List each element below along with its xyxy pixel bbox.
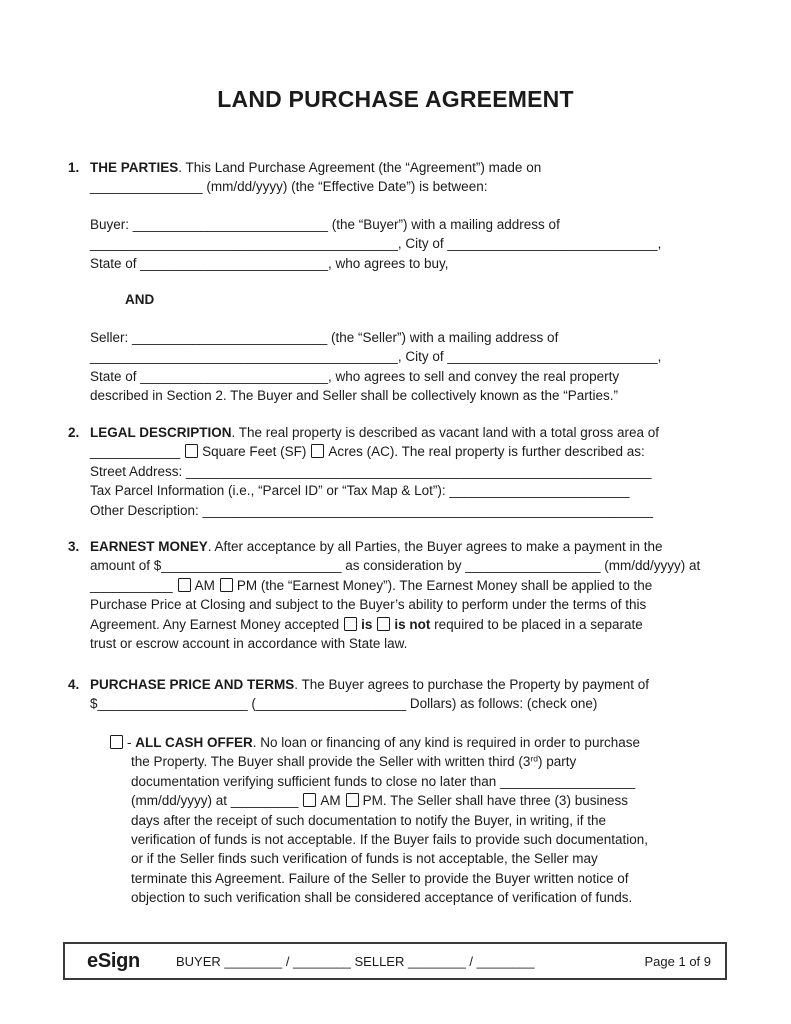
bold-text: PURCHASE PRICE AND TERMS (90, 677, 295, 692)
section-number: 1. (68, 160, 80, 175)
text: Acres (AC). The real property is further described as: (328, 444, 645, 460)
text: Agreement. Any Earnest Money accepted (90, 616, 340, 632)
text: documentation verifying sufficient funds to close no later than __________________ (131, 773, 636, 789)
square-feet-checkbox[interactable] (185, 444, 198, 458)
text: terminate this Agreement. Failure of the Seller to provide the Buyer written notice of (131, 870, 629, 886)
section-purchase-price (68, 675, 649, 714)
seller-text (90, 328, 661, 406)
text: objection to such verification shall be considered acceptance of verification of funds. (131, 890, 633, 906)
page-footer (63, 942, 727, 980)
superscript-text: rd (530, 753, 538, 764)
text-line (90, 254, 661, 273)
text-line (90, 442, 659, 461)
text: Buyer: __________________________ (the “Buyer”) with a mailing address of (90, 217, 560, 232)
text-line (90, 423, 659, 442)
text-line (90, 634, 700, 653)
text: _________________________________________, City of ____________________________, (90, 236, 662, 252)
buyer-text (90, 215, 661, 273)
text: Square Feet (SF) (202, 444, 307, 460)
earnest-am-checkbox[interactable] (178, 578, 191, 592)
text: Purchase Price at Closing and subject to the Buyer’s ability to perform under the terms of this (90, 597, 647, 613)
bold-text: ALL CASH OFFER (135, 735, 253, 750)
text-line (90, 367, 661, 386)
text-line (90, 537, 700, 556)
text: . No loan or financing of any kind is required in order to purchase (252, 735, 640, 750)
text: PM. The Seller shall have three (3) business (362, 793, 628, 809)
text: the Property. The Buyer shall provide the Seller with written third (3 (131, 754, 531, 770)
section-legal-description-text (90, 423, 659, 520)
text: - (127, 735, 136, 750)
text-line (90, 615, 700, 634)
text: $____________________ (____________________ Dollars) as follows: (check one) (90, 696, 598, 712)
text-line (90, 215, 661, 234)
text: ) party (538, 754, 577, 770)
text: Seller: __________________________ (the “Seller”) with a mailing address of (90, 330, 559, 345)
text-line (131, 849, 648, 868)
text: . This Land Purchase Agreement (the “Agreement”) made on (178, 160, 542, 175)
text: verification of funds is not acceptable. If the Buyer fails to provide such documentation, (131, 831, 649, 847)
text: . The real property is described as vacant land with a total gross area of (231, 425, 659, 440)
text-line (90, 501, 659, 520)
bold-text: LEGAL DESCRIPTION (90, 425, 232, 440)
text-line (90, 158, 541, 177)
text-line (90, 694, 649, 713)
cash-am-checkbox[interactable] (303, 793, 316, 807)
page-number: Page 1 of 9 (644, 953, 711, 969)
text: . The Buyer agrees to purchase the Property by payment of (294, 677, 649, 692)
bold-text: is not (394, 616, 431, 632)
text-line (131, 869, 648, 888)
text: days after the receipt of such documentation to notify the Buyer, in writing, if the (131, 812, 607, 828)
section-number: 2. (68, 425, 80, 440)
text: _________________________________________, City of ____________________________, (90, 349, 662, 365)
text: required to be placed in a separate (430, 616, 643, 632)
text-line (90, 675, 649, 694)
earnest-is-checkbox[interactable] (344, 617, 357, 631)
text-line (90, 556, 700, 575)
text: Tax Parcel Information (i.e., “Parcel ID” or “Tax Map & Lot”): ________________________ (90, 483, 630, 499)
text-line (131, 888, 648, 907)
footer-initials-line: BUYER ________ / ________ SELLER ________ / ________ (175, 953, 535, 969)
section-the-parties-text (90, 158, 541, 197)
text: . After acceptance by all Parties, the Buyer agrees to make a payment in the (207, 539, 663, 554)
bold-text: THE PARTIES (90, 160, 179, 175)
text: or if the Seller finds such verification of funds is not acceptable, the Seller may (131, 851, 598, 867)
earnest-is-not-checkbox[interactable] (377, 617, 390, 631)
text-line (90, 177, 541, 196)
text: (mm/dd/yyyy) at _________ (131, 793, 299, 809)
all-cash-offer-checkbox[interactable] (110, 735, 123, 749)
text-line (131, 811, 648, 830)
section-number: 3. (68, 539, 80, 554)
text-line (90, 595, 700, 614)
text: described in Section 2. The Buyer and Seller shall be collectively known as the “Parties.” (90, 388, 619, 404)
section-number: 4. (68, 677, 80, 692)
text-line (90, 347, 661, 366)
text-line (127, 733, 648, 752)
text: ___________ (90, 577, 173, 593)
text-line (90, 328, 661, 347)
bold-text: EARNEST MONEY (90, 539, 208, 554)
text: AM (194, 577, 215, 593)
all-cash-offer-text (110, 733, 648, 908)
text: amount of $________________________ as consideration by __________________ (mm/dd/yyyy) at (90, 558, 701, 574)
esign-logo: eSign (87, 949, 140, 972)
text-line (90, 576, 700, 595)
all-cash-offer-paragraph (110, 733, 648, 908)
section-earnest-money (68, 537, 700, 653)
text-line (131, 791, 648, 810)
text: ____________ (90, 444, 181, 460)
text: trust or escrow account in accordance with State law. (90, 635, 408, 651)
text: Street Address: ______________________________________________________________ (90, 463, 652, 479)
text: AM (320, 793, 341, 809)
buyer-paragraph (90, 215, 661, 273)
text: Other Description: ____________________________________________________________ (90, 502, 654, 518)
text: State of _________________________, who agrees to buy, (90, 255, 449, 271)
text-line (90, 462, 659, 481)
text-line (90, 481, 659, 500)
section-purchase-price-text (90, 675, 649, 714)
text-line (125, 290, 154, 309)
bold-text: AND (125, 292, 155, 307)
section-the-parties (68, 158, 541, 197)
cash-pm-checkbox[interactable] (346, 793, 359, 807)
text: State of _________________________, who agrees to sell and convey the real property (90, 368, 620, 384)
text-line (90, 386, 661, 405)
bold-text: is (361, 616, 373, 632)
text: PM (the “Earnest Money”). The Earnest Money shall be applied to the (236, 577, 653, 593)
section-legal-description (68, 423, 659, 520)
text-line (90, 234, 661, 253)
section-earnest-money-text (90, 537, 700, 653)
acres-checkbox[interactable] (311, 444, 324, 458)
text-line (131, 772, 648, 791)
earnest-pm-checkbox[interactable] (220, 578, 233, 592)
and-separator (125, 290, 154, 309)
seller-paragraph (90, 328, 661, 406)
text: _______________ (mm/dd/yyyy) (the “Effective Date”) is between: (90, 179, 488, 195)
text-line (131, 752, 648, 771)
document-title: LAND PURCHASE AGREEMENT (217, 86, 574, 112)
text-line (131, 830, 648, 849)
and-text (125, 290, 154, 309)
